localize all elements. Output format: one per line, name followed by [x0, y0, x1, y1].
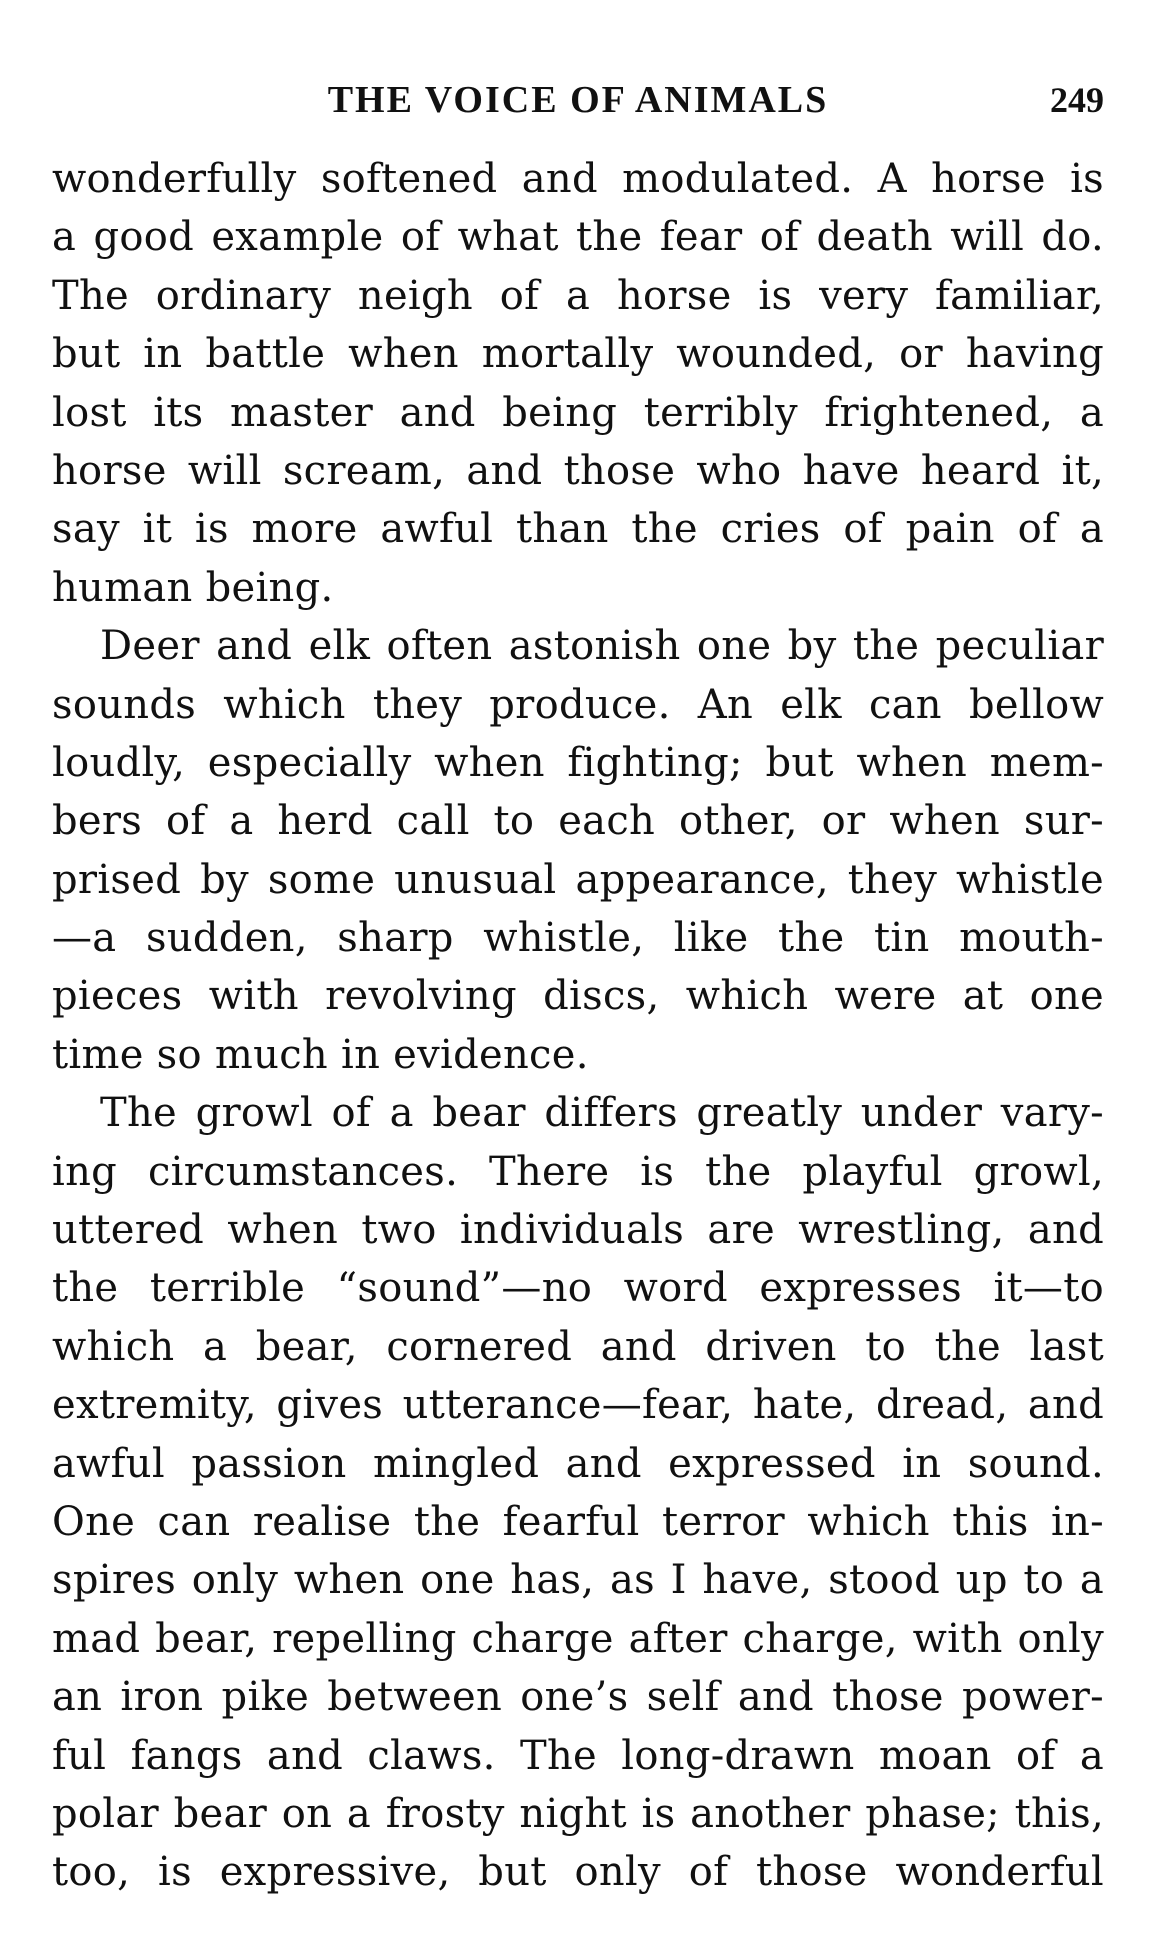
- text-line: ing circumstances. There is the playful growl,: [52, 1148, 1104, 1195]
- running-title: THE VOICE OF ANIMALS: [327, 79, 829, 121]
- body-text: [52, 150, 1104, 1902]
- page-number: 249: [1050, 80, 1104, 120]
- text-line: awful passion mingled and expressed in sound.: [52, 1440, 1104, 1487]
- text-line: pieces with revolving discs, which were at one: [52, 973, 1104, 1020]
- text-line: horse will scream, and those who have heard it,: [52, 447, 1104, 494]
- text-line: prised by some unusual appearance, they whistle: [52, 856, 1104, 903]
- text-line: uttered when two individuals are wrestling, and: [52, 1207, 1104, 1254]
- text-line: an iron pike between one’s self and those power-: [52, 1674, 1104, 1721]
- text-line: ful fangs and claws. The long-drawn moan of a: [52, 1732, 1104, 1779]
- text-line: lost its master and being terribly frightened, a: [52, 389, 1104, 436]
- text-line: The ordinary neigh of a horse is very familiar,: [52, 272, 1104, 319]
- text-line: wonderfully softened and modulated. A horse is: [52, 156, 1104, 202]
- text-line: too, is expressive, but only of those wonderful: [52, 1849, 1104, 1896]
- paragraph: [52, 617, 1104, 1084]
- text-line: which a bear, cornered and driven to the last: [52, 1323, 1104, 1370]
- text-line: One can realise the fearful terror which this in-: [52, 1498, 1104, 1545]
- running-head: [52, 70, 1104, 130]
- text-line: say it is more awful than the cries of pain of a: [52, 506, 1104, 553]
- text-line: a good example of what the fear of death will do.: [52, 214, 1104, 261]
- text-line: mad bear, repelling charge after charge, with only: [52, 1615, 1104, 1662]
- text-line: time so much in evidence.: [52, 1031, 589, 1078]
- text-line: Deer and elk often astonish one by the peculiar: [100, 623, 1104, 670]
- text-line: —a sudden, sharp whistle, like the tin mouth-: [52, 915, 1104, 962]
- text-line: bers of a herd call to each other, or when sur-: [52, 798, 1104, 845]
- paragraph: [52, 1084, 1104, 1901]
- paragraph: [52, 150, 1104, 617]
- text-line: the terrible “sound”—no word expresses it—to: [52, 1265, 1104, 1312]
- text-line: human being.: [52, 564, 334, 611]
- text-line: but in battle when mortally wounded, or having: [52, 331, 1104, 378]
- text-line: extremity, gives utterance—fear, hate, dread, and: [52, 1382, 1104, 1429]
- text-line: spires only when one has, as I have, stood up to a: [52, 1557, 1104, 1604]
- text-line: sounds which they produce. An elk can bellow: [52, 681, 1104, 728]
- text-line: The growl of a bear differs greatly under vary-: [100, 1090, 1104, 1137]
- text-line: polar bear on a frosty night is another phase; this,: [52, 1790, 1104, 1837]
- text-line: loudly, especially when fighting; but when mem-: [52, 739, 1104, 786]
